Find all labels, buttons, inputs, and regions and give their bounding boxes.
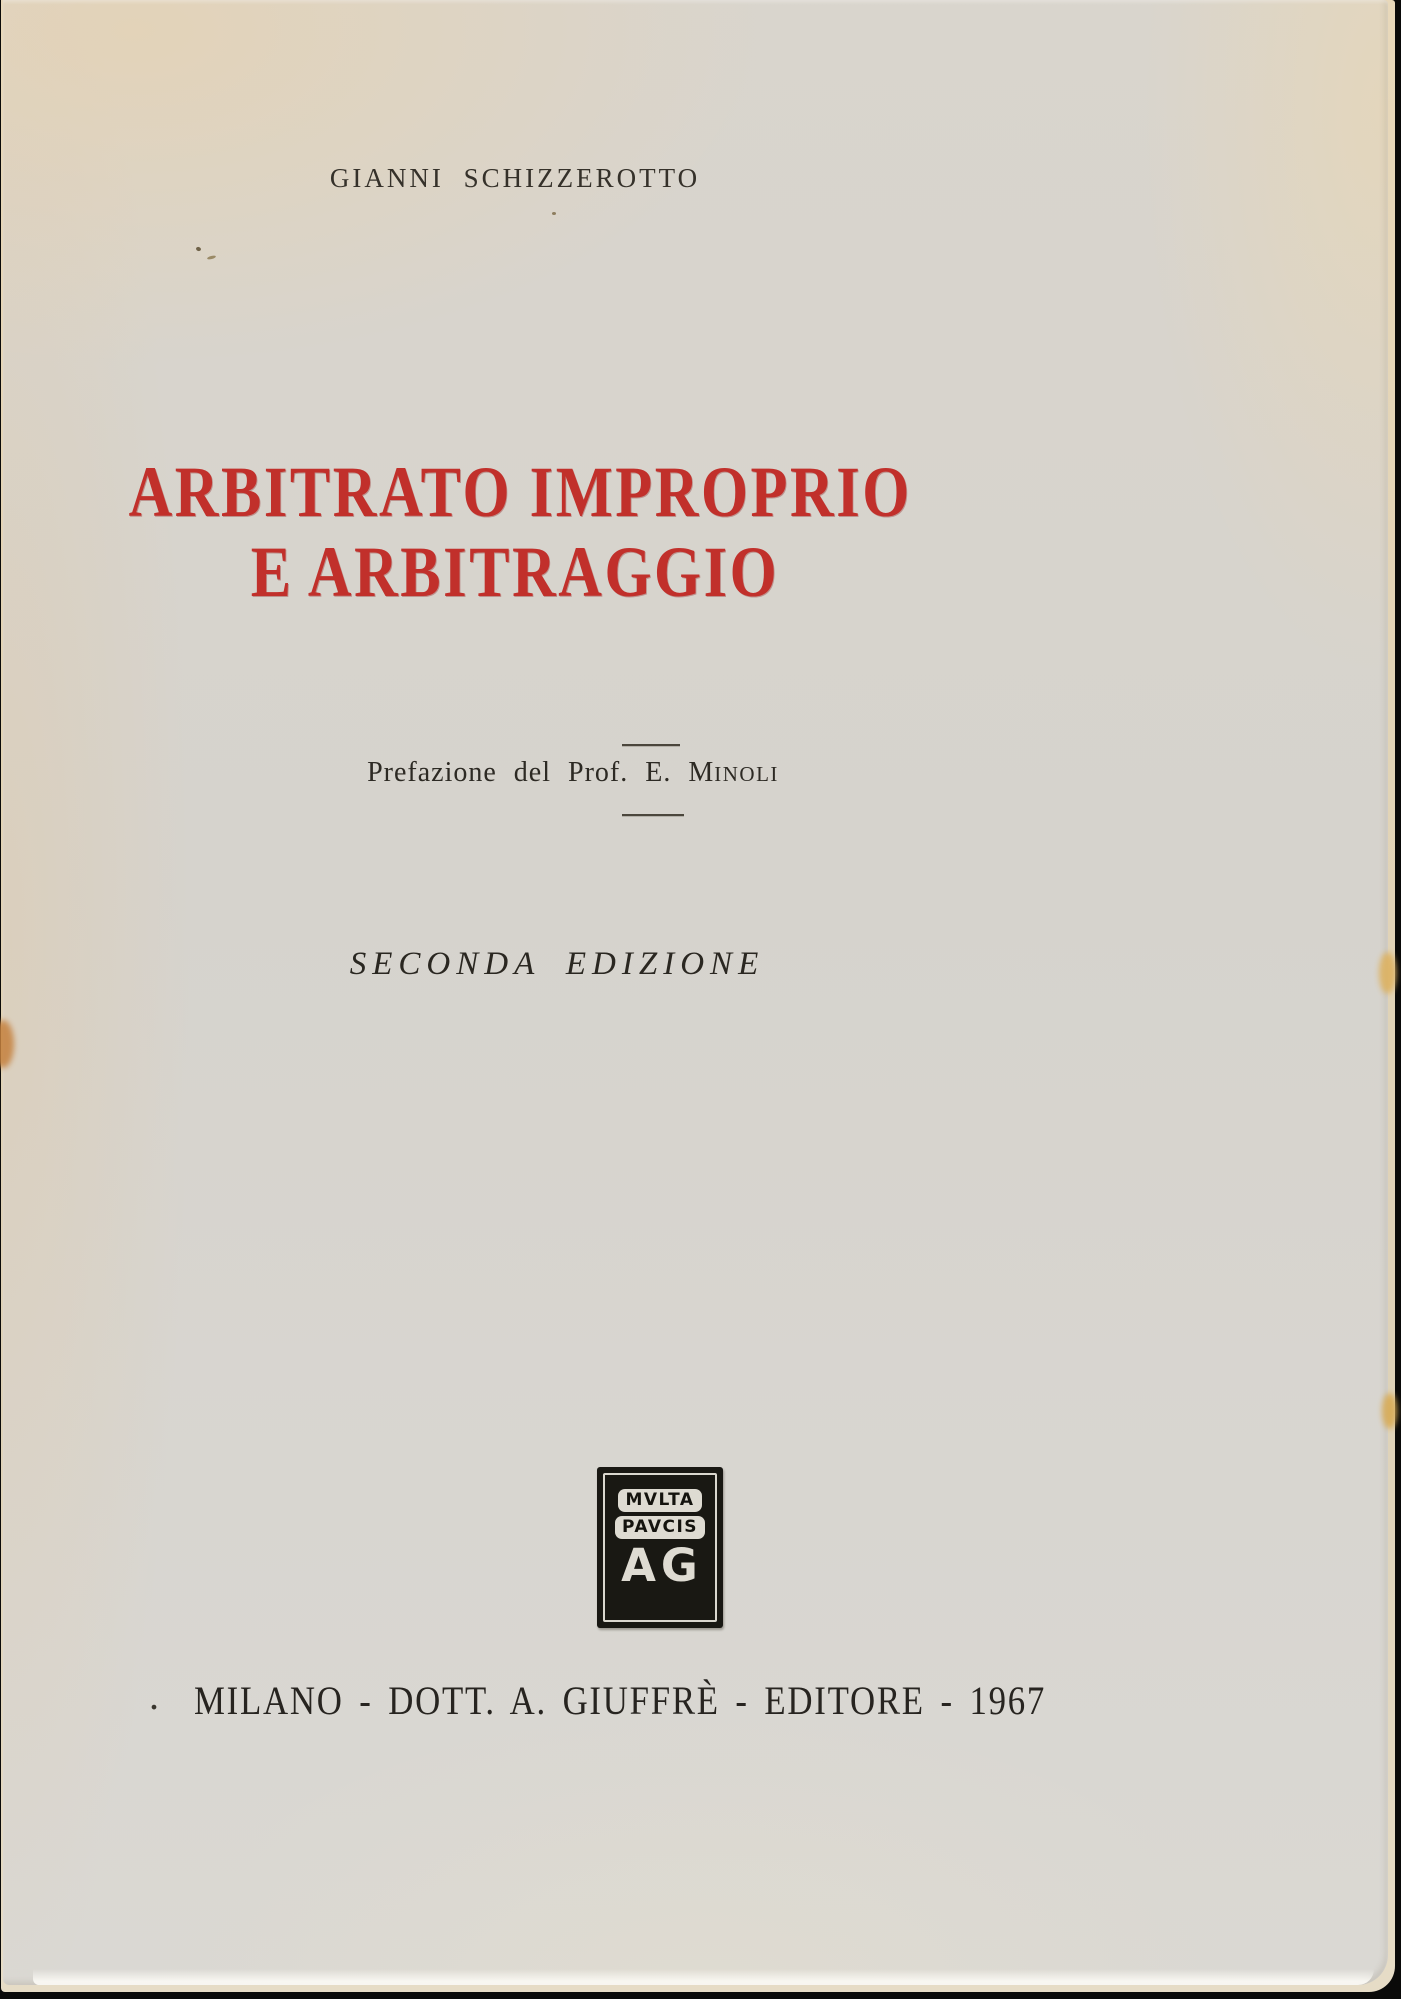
ornament-rule-top bbox=[622, 744, 680, 746]
edition-note: SECONDA EDIZIONE bbox=[349, 946, 765, 982]
preface-surname-smallcaps: INOLI bbox=[714, 762, 779, 786]
preface-text: Prefazione del Prof. E. bbox=[367, 757, 672, 788]
scan-stray-mark: . bbox=[149, 1673, 159, 1718]
publisher-logo bbox=[597, 1467, 723, 1628]
publisher-logo-content bbox=[606, 1476, 714, 1619]
foxing-spot-right-edge-upper bbox=[1379, 952, 1396, 994]
scan-speck bbox=[552, 212, 556, 215]
imprint-line: MILANO - DOTT. A. GIUFFRÈ - EDITORE - 1967 bbox=[193, 1678, 1047, 1723]
author-name: GIANNI SCHIZZEROTTO bbox=[329, 163, 701, 193]
book-title-line-1: ARBITRATO IMPROPRIO bbox=[128, 452, 912, 532]
book-title-line-2: E ARBITRAGGIO bbox=[250, 532, 780, 612]
preface-credit bbox=[173, 757, 973, 789]
foxing-spot-right-edge-lower bbox=[1382, 1393, 1397, 1429]
publisher-motto-line-1: MVLTA bbox=[618, 1489, 701, 1512]
publisher-motto-line-2: PAVCIS bbox=[615, 1516, 705, 1539]
publisher-monogram: AG bbox=[621, 1539, 703, 1592]
book-title bbox=[55, 452, 975, 612]
book-title-page bbox=[3, 0, 1388, 1985]
preface-surname-initial: M bbox=[688, 757, 715, 788]
ornament-rule-bottom bbox=[622, 814, 684, 816]
